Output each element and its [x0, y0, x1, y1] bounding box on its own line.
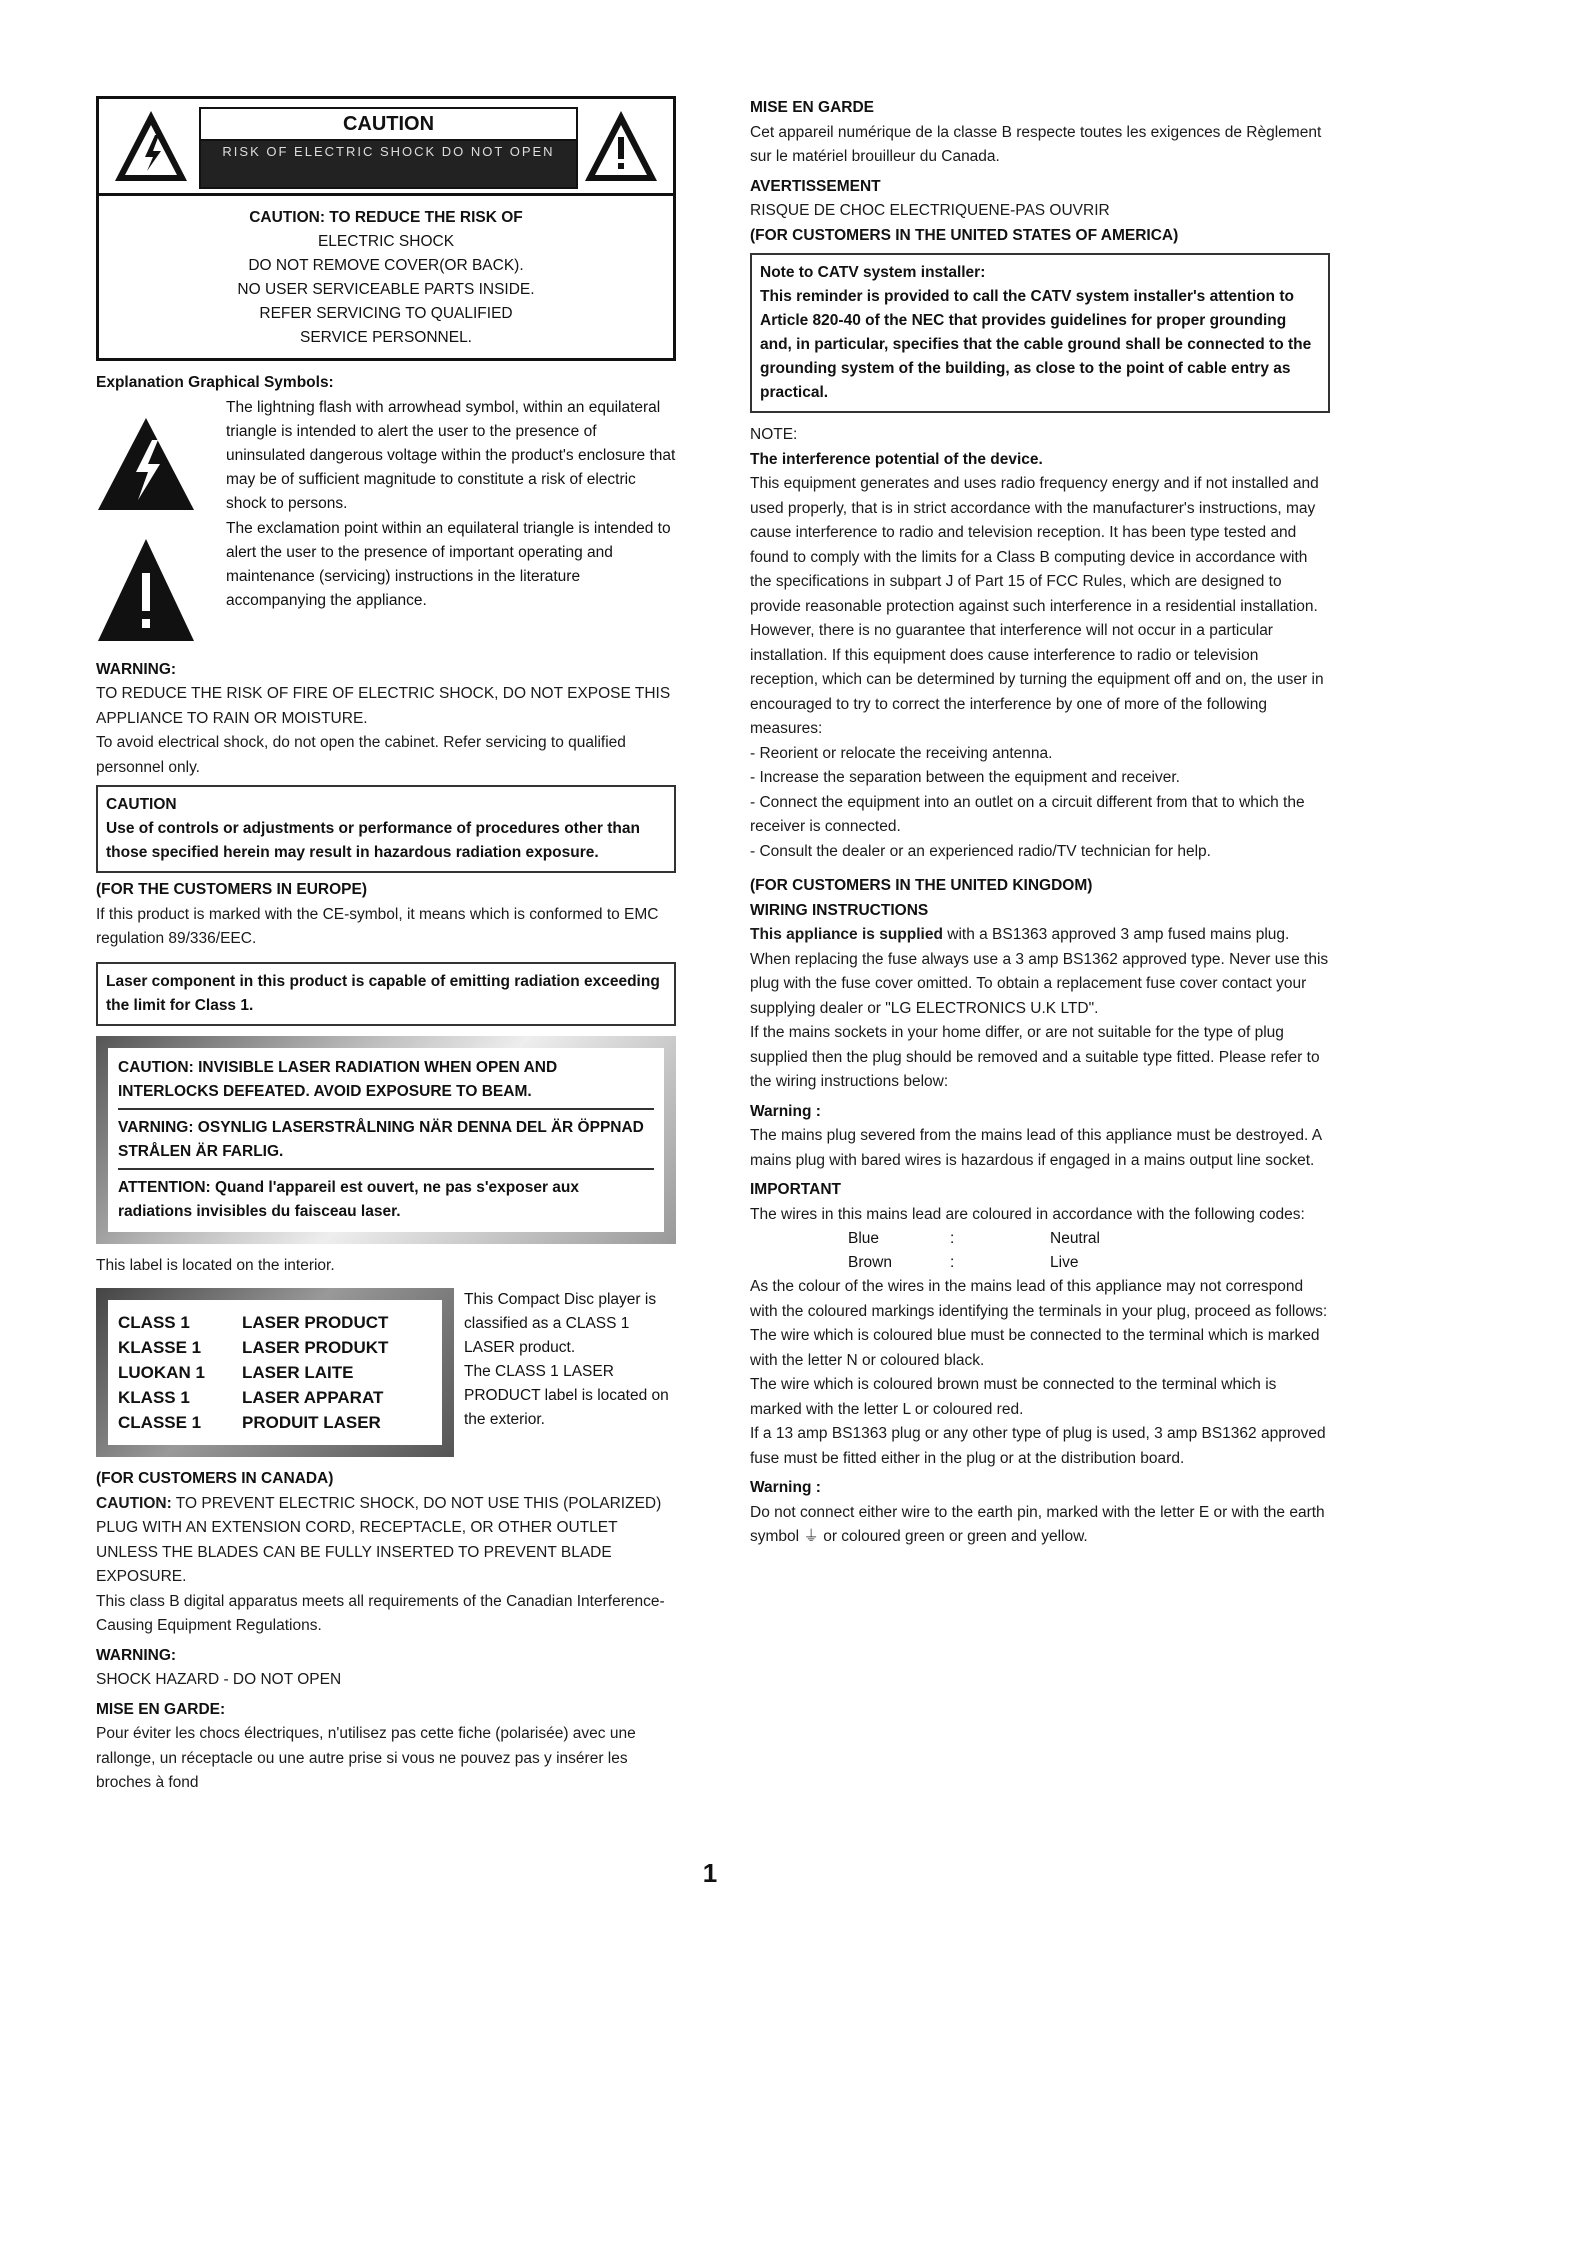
measure-item: - Consult the dealer or an experienced radio/TV technician for help. [750, 842, 1211, 860]
wiring-heading: WIRING INSTRUCTIONS [750, 901, 929, 919]
catv-note-box [750, 253, 1330, 413]
note-text: This equipment generates and uses radio frequency energy and if not installed and used properly, that is in strict accordance with the manufacturer's instructions, may cause interference to radio and television reception. It has been type tested and found to comply with the limits for a Class B computing device in accordance with the specifications in subpart J of Part 15 of FCC Rules, which are designed to provide reasonable protection against such interference in a residential installation. However, there is no guarantee that interference will not occur in a particular installation. If this equipment does cause interference to radio or television reception, which can be determined by turning the equipment off and on, the user in encouraged to try to correct the interference by one of more of the following measures: [750, 475, 1324, 737]
caution-body [99, 196, 673, 358]
caution-line-5: REFER SERVICING TO QUALIFIED [259, 305, 513, 322]
caution-line-6: SERVICE PERSONNEL. [300, 329, 472, 346]
measure-item: - Connect the equipment into an outlet on a circuit different from that to which the receiver is connected. [750, 793, 1305, 835]
mains-warning-heading: Warning : [750, 1102, 821, 1120]
right-column [750, 96, 1330, 1550]
class-description [464, 1288, 676, 1457]
class-description-2: The CLASS 1 LASER PRODUCT label is located on the exterior. [464, 1363, 669, 1428]
wiring-text-1-rest: with a BS1363 approved 3 amp fused mains plug. When replacing the fuse always use a 3 amp BS1362 approved type. Never use this plug with the fuse cover omitted. To obtain a replacement fuse cover contact your supplying dealer or "LG ELECTRONICS U.K LTD". [750, 926, 1329, 1017]
laser-warning-label [96, 1036, 676, 1244]
canada-warning-text: SHOCK HAZARD - DO NOT OPEN [96, 1671, 342, 1688]
warning-heading: WARNING: [96, 660, 177, 678]
brown-wire-text: The wire which is coloured brown must be connected to the terminal which is marked with the letter L or coloured red. [750, 1376, 1277, 1418]
uk-heading: (FOR CUSTOMERS IN THE UNITED KINGDOM) [750, 877, 1093, 894]
caution-title: CAUTION [201, 109, 576, 141]
caution-controls-text: Use of controls or adjustments or performance of procedures other than those specified herein may result in hazardous radiation exposure. [106, 820, 640, 861]
caution-line-2: ELECTRIC SHOCK [317, 233, 455, 250]
mise-heading: MISE EN GARDE [750, 99, 875, 116]
measure-item: - Reorient or relocate the receiving antenna. [750, 744, 1053, 762]
caution-title-box [199, 107, 578, 189]
warning-text-2: To avoid electrical shock, do not open the cabinet. Refer servicing to qualified personnel only. [96, 734, 626, 776]
page-number: 1 [702, 1858, 718, 1888]
canada-heading: (FOR CUSTOMERS IN CANADA) [96, 1470, 334, 1487]
caution-line-3: DO NOT REMOVE COVER(OR BACK). [248, 257, 524, 274]
exclamation-symbol-text: The exclamation point within an equilateral triangle is intended to alert the user to the presence of important operating and maintenance (servicing) instructions in the literature accompanying the appliance. [226, 519, 671, 609]
wiring-text-1 [750, 923, 1330, 1021]
class-description-1: This Compact Disc player is classified as a CLASS 1 LASER product. [464, 1291, 657, 1356]
catv-heading: Note to CATV system installer: [760, 264, 986, 281]
lightning-symbol-row [96, 396, 676, 517]
lightning-symbol-icon [96, 396, 226, 517]
exclamation-symbol-icon [96, 517, 226, 648]
class-1-laser-label [96, 1288, 454, 1457]
mise-text: Cet appareil numérique de la classe B respecte toutes les exigences de Règlement sur le matériel brouilleur du Canada. [750, 123, 1322, 165]
wire-code-row: Blue : Neutral [848, 1230, 1100, 1247]
catv-text: This reminder is provided to call the CATV system installer's attention to Article 820-40 of the NEC that provides guidelines for proper grounding and, in particular, specifies that the cable ground shall be connected to the grounding system of the building, as close to the point of cable entry as practical. [760, 288, 1312, 401]
avert-heading: AVERTISSEMENT [750, 177, 881, 195]
canada-caution [96, 1492, 676, 1590]
laser-warning-fr: ATTENTION: Quand l'appareil est ouvert, ne pas s'exposer aux radiations invisibles du faisceau laser. [118, 1178, 580, 1220]
europe-text: If this product is marked with the CE-symbol, it means which is conformed to EMC regulation 89/336/EEC. [96, 905, 659, 947]
explanation-heading: Explanation Graphical Symbols: [96, 374, 334, 391]
note-heading: NOTE: [750, 426, 798, 443]
amp-text: If a 13 amp BS1363 plug or any other type of plug is used, 3 amp BS1362 approved fuse must be fitted either in the plug or at the distribution board. [750, 1425, 1326, 1467]
divider [118, 1168, 654, 1170]
label-location-text: This label is located on the interior. [96, 1256, 335, 1274]
caution-subtitle: RISK OF ELECTRIC SHOCK DO NOT OPEN [201, 141, 576, 187]
canada-mise-text: Pour éviter les chocs électriques, n'utilisez pas cette fiche (polarisée) avec une rallonge, un réceptacle ou une autre prise si vous ne pouvez pas y insérer les broches à fond [96, 1725, 636, 1791]
laser-warning-sv: VARNING: OSYNLIG LASERSTRÅLNING NÄR DENNA DEL ÄR ÖPPNAD STRÅLEN ÄR FARLIG. [118, 1118, 644, 1160]
wiring-text-1-bold: This appliance is supplied [750, 926, 943, 943]
mains-warning-text: The mains plug severed from the mains lead of this appliance must be destroyed. A mains plug with bared wires is hazardous if engaged in a mains output line socket. [750, 1127, 1322, 1169]
caution-line-1: CAUTION: TO REDUCE THE RISK OF [249, 209, 523, 226]
wire-code-row: Brown : Live [848, 1254, 1079, 1271]
laser-capable-box [96, 962, 676, 1026]
earth-warning-heading: Warning : [750, 1479, 821, 1496]
exclamation-symbol-row [96, 517, 676, 648]
caution-line [105, 206, 667, 230]
colours-text: As the colour of the wires in the mains lead of this appliance may not correspond with the coloured markings identifying the terminals in your plug, proceed as follows: [750, 1278, 1328, 1320]
class-label-line: CLASS 1 LASER PRODUCT [118, 1313, 389, 1332]
class-label-line: KLASS 1 LASER APPARAT [118, 1388, 384, 1407]
earth-warning-text: Do not connect either wire to the earth pin, marked with the letter E or with the earth symbol ⏚ or coloured green or green and yellow. [750, 1503, 1325, 1545]
usa-heading: (FOR CUSTOMERS IN THE UNITED STATES OF AMERICA) [750, 226, 1179, 244]
canada-caution-text: TO PREVENT ELECTRIC SHOCK, DO NOT USE THIS (POLARIZED) PLUG WITH AN EXTENSION CORD, RECEPTACLE, OR OTHER OUTLET UNLESS THE BLADES CAN BE FULLY INSERTED TO PREVENT BLADE EXPOSURE. [96, 1494, 662, 1585]
class-label-row [96, 1288, 676, 1457]
measure-item: - Increase the separation between the equipment and receiver. [750, 769, 1180, 786]
wiring-text-2: If the mains sockets in your home differ, or are not suitable for the type of plug supplied then the plug should be removed and a suitable type fitted. Please refer to the wiring instructions below: [750, 1024, 1320, 1090]
left-column [96, 96, 676, 1796]
important-heading: IMPORTANT [750, 1181, 841, 1198]
class-label-line: CLASSE 1 PRODUIT LASER [118, 1413, 381, 1432]
warning-text-1: TO REDUCE THE RISK OF FIRE OF ELECTRIC SHOCK, DO NOT EXPOSE THIS APPLIANCE TO RAIN OR MOISTURE. [96, 685, 671, 727]
note-subheading: The interference potential of the device. [750, 450, 1043, 468]
canada-warning-heading: WARNING: [96, 1646, 177, 1664]
divider [118, 1108, 654, 1110]
canada-mise-heading: MISE EN GARDE: [96, 1700, 226, 1718]
class-label-line: LUOKAN 1 LASER LAITE [118, 1363, 354, 1382]
caution-line-4: NO USER SERVICEABLE PARTS INSIDE. [237, 281, 535, 298]
important-text: The wires in this mains lead are coloured in accordance with the following codes: [750, 1205, 1305, 1223]
caution-header [99, 99, 673, 196]
blue-wire-text: The wire which is coloured blue must be connected to the terminal which is marked with the letter N or coloured black. [750, 1327, 1320, 1369]
exclamation-warning-icon [581, 107, 661, 190]
laser-warning-en: CAUTION: INVISIBLE LASER RADIATION WHEN OPEN AND INTERLOCKS DEFEATED. AVOID EXPOSURE TO BEAM. [118, 1058, 558, 1100]
laser-capable-text: Laser component in this product is capable of emitting radiation exceeding the limit for Class 1. [106, 972, 660, 1014]
caution-controls-box [96, 785, 676, 873]
canada-caution-label: CAUTION: [96, 1494, 172, 1512]
europe-heading: (FOR THE CUSTOMERS IN EUROPE) [96, 881, 367, 898]
lightning-symbol-text: The lightning flash with arrowhead symbol, within an equilateral triangle is intended to alert the user to the presence of uninsulated dangerous voltage within the product's enclosure that may be of sufficient magnitude to constitute a risk of electric shock to persons. [226, 398, 676, 512]
avert-text: RISQUE DE CHOC ELECTRIQUENE-PAS OUVRIR [750, 202, 1110, 219]
caution-box [96, 96, 676, 361]
lightning-warning-icon [111, 107, 191, 190]
canada-class-b: This class B digital apparatus meets all requirements of the Canadian Interference-Causing Equipment Regulations. [96, 1592, 665, 1634]
caution-controls-heading: CAUTION [106, 796, 177, 813]
class-label-line: KLASSE 1 LASER PRODUKT [118, 1338, 389, 1357]
